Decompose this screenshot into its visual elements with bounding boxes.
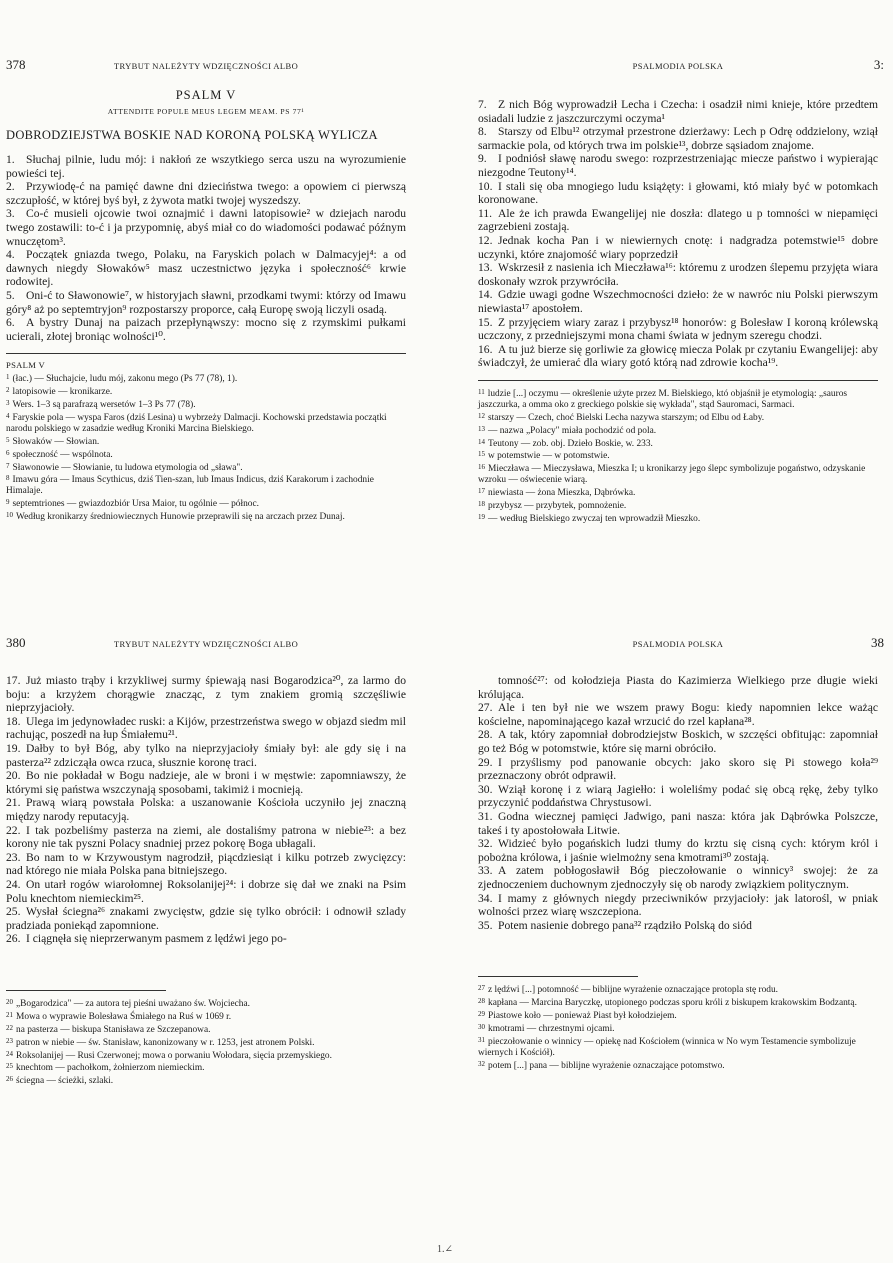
footnote-number: 7 bbox=[6, 461, 10, 470]
page-379 bbox=[478, 57, 884, 620]
footnote-number: 21 bbox=[6, 1010, 13, 1019]
footnote-text: w potemstwie — w potomstwie. bbox=[488, 451, 610, 462]
footnote-number: 28 bbox=[478, 997, 485, 1006]
verse-number: 34. bbox=[478, 891, 493, 905]
footnote-text: patron w niebie — św. Stanisław, kanonizowany w r. 1253, jest atronem Polski. bbox=[16, 1037, 315, 1048]
footnote-list bbox=[478, 983, 878, 1071]
running-title: TRYBUT NALEŻYTY WDZIĘCZNOŚCI ALBO bbox=[113, 639, 299, 649]
footnote bbox=[6, 1010, 406, 1023]
footnote-text: — nazwa „Polacy" miała pochodzić od pola. bbox=[488, 425, 657, 436]
verse bbox=[478, 98, 878, 125]
footnote bbox=[478, 983, 878, 996]
footnote-list bbox=[478, 387, 878, 525]
verse bbox=[6, 289, 406, 316]
verse bbox=[478, 810, 878, 837]
verse bbox=[478, 207, 878, 234]
footnote-text: Roksolanijej — Rusi Czerwonej; mowa o porwaniu Wołodara, sięcia przemyskiego. bbox=[16, 1050, 332, 1061]
footnote bbox=[6, 1074, 406, 1087]
page-number: 38 bbox=[871, 635, 884, 650]
verse-text: Ulega im jedynowładec ruski: a Kijów, przestrzeństwa swego w objazd siedm mil rachując, poszedł na łup Śmiałemu²¹. bbox=[6, 714, 406, 742]
footnote bbox=[478, 1009, 878, 1022]
verse-text: Ale i ten był nie we wszem prawy Bogu: kiedy napomnien lekce ważąc kościelne, napominającego kazał wrzucić do rzel kapłana²⁸. bbox=[478, 701, 878, 728]
verse-number: 25. bbox=[6, 905, 21, 919]
verse-text: A zatem pobłogosławił Bóg pieczołowanie o winnicy³ swojej: że za zjednoczeniem duchownym zjednoczyły się ob narody związkiem politycznym. bbox=[478, 864, 878, 891]
verse-text: Widzieć było pogańskich ludzi tłumy do krztu się cisną cych: którym król i pobożna królowa, i jaśnie wielmożny sena kmotrami³⁰ zostają. bbox=[478, 837, 878, 864]
footnote-text: septemtriones — gwiazdozbiór Ursa Maior, tu ogólnie — północ. bbox=[12, 499, 259, 510]
footnote-number: 31 bbox=[478, 1035, 485, 1044]
verse-number: 28. bbox=[478, 728, 493, 742]
footnote bbox=[478, 499, 878, 512]
verse-text: A tak, który zapomniał dobrodziejstw Boskich, w szczęści obfitując: zapomniał go też Bóg w potomstwie, które się marni obróciło. bbox=[478, 728, 878, 755]
page-header bbox=[478, 635, 884, 656]
verse-number: 17. bbox=[6, 674, 21, 687]
epigraph: ATTENDITE POPULE MEUS LEGEM MEAM. PS 77¹ bbox=[107, 107, 305, 116]
footnote-number: 30 bbox=[478, 1023, 485, 1031]
verse bbox=[6, 153, 406, 180]
verse-text: Słuchaj pilnie, ludu mój: i nakłoń ze wszytkiego serca uszu na wyrozumienie powieści tej. bbox=[6, 153, 406, 180]
verse-list bbox=[478, 98, 878, 370]
footnote-number: 17 bbox=[478, 487, 485, 496]
footnote-number: 18 bbox=[478, 500, 485, 509]
footnote-text: Według kronikarzy średniowiecznych Hunowie przeprawili się na arczach przez Dunaj. bbox=[16, 512, 345, 523]
verse-number: 33. bbox=[478, 864, 493, 878]
verse-text: Oni-ć to Sławonowie⁷, w historyjach sławni, przodkami twymi: którzy od Imawu góry⁸ aż po septemtryjon⁹ rozpostarszy proporce, całą Europę swoją liczyli osadą. bbox=[6, 288, 406, 316]
verse-text: Godna wiecznej pamięci Jadwigo, pani nasza: która jak Dąbrówka Polszcze, takeś i ty apostołowała Litwie. bbox=[478, 809, 878, 837]
verse bbox=[478, 674, 878, 701]
verse-text: I stali się oba mnogiego ludu książęty: i głowami, któ miały być w potomkach koronowane. bbox=[478, 179, 878, 207]
verse bbox=[478, 783, 878, 810]
verse-number: 20. bbox=[6, 769, 21, 783]
footnotes-heading: PSALM V bbox=[6, 360, 45, 371]
footnote bbox=[478, 486, 878, 499]
verse bbox=[478, 316, 878, 343]
footnote-number: 22 bbox=[6, 1023, 13, 1032]
verse-number: 22. bbox=[6, 823, 21, 837]
footnote bbox=[478, 462, 878, 486]
verse-text: Ale że ich prawda Ewangelijej nie doszła: dlatego u p tomności w niepamięci zagrzebieni zostają. bbox=[478, 206, 878, 234]
verse-number: 19. bbox=[6, 741, 21, 755]
verse-number: 18. bbox=[6, 714, 21, 728]
footnote bbox=[6, 1061, 406, 1074]
verse-text: A bystry Dunaj na paizach przepłynąwszy: mocno się z rzymskimi pułkami ucierali, złotej broniąc wolności¹⁰. bbox=[6, 316, 406, 343]
verse-text: tomność²⁷: od kołodzieja Piasta do Kazimierza Wielkiego prze długie wieki królująca. bbox=[478, 674, 878, 701]
psalm-title: PSALM V bbox=[175, 88, 237, 102]
verse-number: 29. bbox=[478, 755, 493, 769]
page-header bbox=[6, 635, 406, 656]
footnote-number: 20 bbox=[6, 997, 13, 1006]
footnote bbox=[478, 1022, 878, 1035]
footnote-number: 6 bbox=[6, 448, 10, 457]
footnote-number: 19 bbox=[478, 512, 485, 521]
page-number: 378 bbox=[6, 57, 26, 72]
footnote bbox=[478, 387, 878, 411]
verse bbox=[6, 316, 406, 343]
verse-text: Potem nasienie dobrego pana³² rządziło Polską do siód bbox=[498, 918, 752, 932]
footnote-text: latopisowie — kronikarze. bbox=[12, 387, 113, 398]
footnote bbox=[6, 997, 406, 1010]
footnote-number: 32 bbox=[478, 1059, 485, 1068]
verse-number: 16. bbox=[478, 342, 493, 356]
footnote-text: ściegna — ścieżki, szlaki. bbox=[16, 1076, 114, 1087]
verse-number: 10. bbox=[478, 179, 493, 193]
footnote bbox=[478, 996, 878, 1009]
verse bbox=[478, 343, 878, 370]
footnote-divider bbox=[6, 990, 166, 991]
verse-text: Przywiodę-ć na pamięć dawne dni dzieciństwa twego: a opowiem ci pierwszą szczupłość, w której byś był, z żywota matki twojej wyszedszy. bbox=[6, 180, 406, 207]
footnote-divider bbox=[478, 976, 638, 977]
verse bbox=[478, 756, 878, 783]
verse-text: Bo nam to w Krzywoustym nagrodził, piącdziesiąt i kilku potrzeb zwycięzcy: nad którego nie miała Polska pana bitniejszego. bbox=[6, 850, 406, 878]
verse-number: 5. bbox=[6, 288, 15, 302]
psalm-subtitle: DOBRODZIEJSTWA BOSKIE NAD KORONĄ POLSKĄ WYLICZA bbox=[6, 128, 378, 142]
verse bbox=[6, 674, 406, 715]
verse-text: I mamy z głównych niegdy przeciwników przyjacioły: jak latorośl, w pniak wolności przez wiarę wszczepiona. bbox=[478, 891, 878, 919]
footnote-number: 11 bbox=[478, 387, 485, 396]
footnote bbox=[478, 512, 878, 525]
footnote-text: knechtom — pachołkom, żołnierzom niemieckim. bbox=[16, 1063, 205, 1074]
footnote-number: 26 bbox=[6, 1075, 13, 1084]
footnote-text: Imawu góra — Imaus Scythicus, dziś Tien-szan, lub Imaus Indicus, dziś Karakorum i zachodnie Himalaje. bbox=[6, 475, 374, 497]
verse bbox=[6, 769, 406, 796]
footnote-text: z lędźwi [...] potomność — biblijne wyrażenie oznaczające protopla stę rodu. bbox=[488, 985, 778, 996]
verse-text: Dałby to był Bóg, aby tylko na nieprzyjacioły śmiały był: ale gdy się i na pasterza²² zdzicząła owca rzuca, słusznie koronę traci. bbox=[6, 741, 406, 769]
footnote-text: kmotrami — chrzestnymi ojcami. bbox=[488, 1024, 615, 1034]
verse-number: 27. bbox=[478, 701, 493, 715]
verse-text: Co-ć musieli ojcowie twoi oznajmić i dawni latopisowie² w dziejach narodu twego zostawili: to-ć i ja przypomnię, abyś miał co do wiadomości podawać późnym wnuczętom³. bbox=[6, 207, 406, 248]
verse-text: On utarł rogów wiarołomnej Roksolanijej²⁴: i dobrze się dał we znaki na Psim Polu knechtom niemieckim²⁵. bbox=[6, 877, 406, 905]
scan-mark: 1.∠ bbox=[437, 1244, 453, 1255]
footnote-text: niewiasta — żona Mieszka, Dąbrówka. bbox=[488, 488, 636, 499]
verse bbox=[6, 878, 406, 905]
footnote-number: 9 bbox=[6, 498, 10, 507]
footnote-number: 27 bbox=[478, 984, 485, 993]
footnote bbox=[6, 411, 406, 435]
footnote-text: ludzie [...] oczymu — określenie użyte przez M. Bielskiego, któ objaśnił je etymologią: „sauros jaszczurka, a omma oko z greckiego polskie się wykłada", stąd Sauromaci, Sarmaci. bbox=[478, 388, 848, 410]
verse bbox=[478, 125, 878, 152]
verse bbox=[6, 824, 406, 851]
running-title: PSALMODIA POLSKA bbox=[632, 639, 724, 649]
footnote bbox=[6, 1023, 406, 1036]
footnote-divider bbox=[6, 353, 406, 354]
verse-number: 23. bbox=[6, 850, 21, 864]
verse-number: 7. bbox=[478, 98, 487, 111]
footnote-number: 3 bbox=[6, 399, 10, 408]
footnote-number: 29 bbox=[478, 1010, 485, 1019]
verse bbox=[6, 932, 406, 946]
verse-text: Prawą wiarą powstała Polska: a uszanowanie Kościoła uczyniło jej znaczną między narody reputacyją. bbox=[6, 796, 406, 823]
footnote bbox=[478, 1035, 878, 1059]
footnote-number: 5 bbox=[6, 435, 10, 444]
verse-number: 14. bbox=[478, 288, 493, 302]
footnote-text: (łac.) — Słuchajcie, ludu mój, zakonu mego (Ps 77 (78), 1). bbox=[12, 374, 238, 385]
footnote-text: Teutony — zob. obj. Dzieło Boskie, w. 233. bbox=[488, 438, 653, 449]
verse-text: Wskrzesił z nasienia ich Mieczława¹⁶: któremu z urodzen ślepemu przyjęta wiara doskonały wzrok przywróciła. bbox=[478, 261, 878, 288]
footnote bbox=[6, 510, 406, 523]
verse bbox=[6, 207, 406, 248]
verse-number: 2. bbox=[6, 180, 15, 194]
footnote bbox=[6, 372, 406, 385]
page-number: 380 bbox=[6, 635, 26, 650]
footnote bbox=[478, 1059, 878, 1072]
footnote-text: kapłana — Marcina Baryczkę, utopionego podczas sporu króli z biskupem krakowskim Bodzantą. bbox=[488, 998, 857, 1009]
verse-number: 26. bbox=[6, 932, 21, 946]
footnote-text: Mowa o wyprawie Bolesława Śmiałego na Ruś w 1069 r. bbox=[16, 1011, 232, 1022]
footnote-number: 12 bbox=[478, 411, 485, 420]
verse bbox=[478, 728, 878, 755]
verse-text: Z przyjęciem wiary zaraz i przybysz¹⁸ honorów: g Bolesław I koroną królewską uczczony, z przedniejszymi mona chami świata w jednym szeregu chodzi. bbox=[478, 315, 878, 343]
verse-list bbox=[6, 674, 406, 946]
verse bbox=[6, 248, 406, 289]
verse-text: Wziął koronę i z wiarą Jagiełło: i woleliśmy podać się obcą rękę, żeby tylko przyczynić poddaństwa Chrystusowi. bbox=[478, 782, 878, 810]
footnote-text: Wers. 1–3 są parafrazą wersetów 1–3 Ps 77 (78). bbox=[12, 400, 196, 411]
footnote-text: potem [...] pana — biblijne wyrażenie oznaczające potomstwo. bbox=[488, 1060, 725, 1071]
verse-text: Starszy od Elbu¹² otrzymał przestrone dzierżawy: Lech p Odrę oddzielony, wziął sarmackie pola, od których trwa im polskie¹³, dobrze sąsiadom znajome. bbox=[478, 125, 878, 152]
verse-number: 35. bbox=[478, 918, 493, 932]
verse-number: 12. bbox=[478, 233, 493, 247]
footnote-number: 15 bbox=[478, 450, 485, 459]
verse bbox=[6, 742, 406, 769]
verse-text: Jednak kocha Pan i w niewiernych cnotę: i nadgradza potemstwie¹⁵ dobre uczynki, które znajomość wiary poprzedził bbox=[478, 233, 878, 261]
footnote-text: Faryskie pola — wyspa Faros (dziś Lesina) u wybrzeży Dalmacji. Kochowski przedstawia początki narodu polskiego w zasadzie według Kroniki Marcina Bielskiego. bbox=[6, 412, 387, 434]
running-title: TRYBUT NALEŻYTY WDZIĘCZNOŚCI ALBO bbox=[113, 61, 299, 71]
footnote-text: Słowaków — Słowian. bbox=[12, 436, 100, 447]
page-number: 3: bbox=[873, 57, 884, 72]
footnote-number: 10 bbox=[6, 511, 13, 520]
verse bbox=[6, 851, 406, 878]
verse-number: 15. bbox=[478, 315, 493, 329]
verse bbox=[6, 905, 406, 932]
verse-number: 8. bbox=[478, 125, 487, 139]
footnote-text: Piastowe koło — ponieważ Piast był kołodziejem. bbox=[488, 1011, 677, 1022]
footnote-text: „Bogarodzica" — za autora tej pieśni uważano św. Wojciecha. bbox=[16, 998, 250, 1009]
verse-number: 32. bbox=[478, 837, 493, 851]
footnote bbox=[6, 385, 406, 398]
verse-text: Początek gniazda twego, Polaku, na Faryskich polach w Dalmacyjej⁴: a od dawnych niegdy Słowaków⁵ masz uczestnictwo języka i społeczność⁶ krwie rodowitej. bbox=[6, 248, 406, 289]
page-380 bbox=[6, 635, 406, 1238]
verse bbox=[6, 180, 406, 207]
verse-number: 11. bbox=[478, 206, 493, 220]
verse bbox=[478, 261, 878, 288]
verse-text: Gdzie uwagi godne Wszechmocności dzieło: że w nawróc niu Polski pierwszym niewiasta¹⁷ apostołem. bbox=[478, 288, 878, 315]
verse bbox=[478, 288, 878, 315]
verse-text: Wysłał ściegna²⁶ znakami zwycięstw, gdzie się tylko obrócił: i odnowił szlady pradziada poniekąd zapomnione. bbox=[6, 905, 406, 932]
footnote bbox=[6, 1036, 406, 1049]
footnote-number: 13 bbox=[478, 424, 485, 433]
footnote bbox=[478, 411, 878, 424]
footnote-number: 4 bbox=[6, 411, 10, 420]
verse-text: Już miasto trąby i krzykliwej surmy śpiewają nasi Bogarodzica²⁰, za larmo do boju: a krzyżem chorągwie znacząc, z tym znakiem gromią szczęśliwie nieprzyjacioły. bbox=[6, 674, 406, 715]
page-header bbox=[6, 57, 406, 78]
footnote-number: 25 bbox=[6, 1062, 13, 1071]
page-378 bbox=[6, 57, 406, 620]
running-title: PSALMODIA POLSKA bbox=[632, 61, 724, 71]
footnote bbox=[6, 398, 406, 411]
verse bbox=[6, 796, 406, 823]
verse-number: 13. bbox=[478, 261, 493, 275]
footnote-text: na pasterza — biskupa Stanisława ze Szczepanowa. bbox=[16, 1024, 211, 1035]
footnote bbox=[6, 435, 406, 448]
verse-text: I ciągnęła się nieprzerwanym pasmem z lędźwi jego po- bbox=[26, 932, 287, 946]
footnote-divider bbox=[478, 380, 878, 381]
footnote-text: pieczołowanie o winnicy — opiekę nad Kościołem (winnica w No wym Testamencie symbolizuje wiernych i Kościół). bbox=[478, 1036, 856, 1058]
verse-text: I tak pozbeliśmy pasterza na ziemi, ale dostaliśmy patrona w niebie²³: a bez korony nie tak pyszni Polacy snadniej przez pokorę Boga ubłagali. bbox=[6, 823, 406, 851]
footnote-list bbox=[6, 997, 406, 1087]
footnote-text: starszy — Czech, choć Bielski Lecha nazywa starszym; od Elbu od Łaby. bbox=[488, 412, 765, 423]
verse bbox=[478, 892, 878, 919]
footnote-number: 23 bbox=[6, 1036, 13, 1045]
footnote-text: społeczność — wspólnota. bbox=[12, 449, 113, 460]
footnote-number: 14 bbox=[478, 437, 485, 446]
verse-text: Z nich Bóg wyprowadził Lecha i Czecha: i osadził nimi knieje, które przedtem osiadali ludzie z jaszczurczymi oczyma¹ bbox=[478, 98, 878, 125]
footnote bbox=[6, 448, 406, 461]
verse-number: 30. bbox=[478, 782, 493, 796]
footnote-number: 1 bbox=[6, 373, 10, 382]
verse-number: 9. bbox=[478, 152, 487, 166]
footnote-text: przybysz — przybytek, pomnożenie. bbox=[488, 501, 627, 512]
verse bbox=[478, 919, 878, 933]
verse-number: 6. bbox=[6, 316, 15, 330]
verse bbox=[478, 701, 878, 728]
footnote-list bbox=[6, 360, 406, 523]
verse bbox=[478, 152, 878, 179]
footnote bbox=[6, 461, 406, 474]
verse-text: A tu już bierze się gorliwie za głowicę miecza Polak pr czytaniu Ewangelijej: aby świadczył, że umierać dla wiary gotó którą nad zdrowie kocha¹⁹. bbox=[478, 342, 878, 370]
footnote bbox=[6, 497, 406, 510]
verse-number: 1. bbox=[6, 153, 15, 166]
footnote bbox=[478, 449, 878, 462]
verse-number: 21. bbox=[6, 796, 21, 810]
verse bbox=[6, 715, 406, 742]
verse-text: Bo nie pokładał w Bogu nadzieje, ale w broni i w męstwie: zapomniawszy, że którymi się państwa wszczynają sposobami, takimiż i mocnieją. bbox=[6, 769, 406, 796]
verse bbox=[478, 180, 878, 207]
verse-number: 4. bbox=[6, 248, 15, 262]
verse-text: I przyślismy pod panowanie obcych: jako skoro się Pi stowego koła²⁹ przeznaczony obrót odprawił. bbox=[478, 755, 878, 783]
footnote bbox=[478, 437, 878, 450]
verse-number: 31. bbox=[478, 809, 493, 823]
footnote-number: 16 bbox=[478, 463, 485, 472]
footnote bbox=[478, 424, 878, 437]
verse bbox=[478, 837, 878, 864]
page-header bbox=[478, 57, 884, 78]
page-381 bbox=[478, 635, 884, 1238]
verse-number: 24. bbox=[6, 877, 21, 891]
verse-text: I podniósł sławę narodu swego: rozprzestrzeniając miecze państwo i wypierając niezgodne Teutony¹⁴. bbox=[478, 152, 878, 179]
footnote-number: 8 bbox=[6, 474, 10, 483]
footnote-number: 24 bbox=[6, 1049, 13, 1058]
verse-list bbox=[478, 674, 878, 932]
verse bbox=[478, 864, 878, 891]
footnote-text: Mieczława — Mieczysława, Mieszka I; u kronikarzy jego ślepc symbolizuje pogaństwo, odzyskanie wzroku — oświecenie wiarą. bbox=[478, 464, 866, 486]
footnote-text: — według Bielskiego zwyczaj ten wprowadził Mieszko. bbox=[488, 513, 701, 524]
footnote bbox=[6, 1049, 406, 1062]
verse-list bbox=[6, 153, 406, 343]
verse-number: 3. bbox=[6, 207, 15, 221]
footnote-text: Sławonowie — Słowianie, tu ludowa etymologia od „sława". bbox=[12, 462, 243, 473]
verse bbox=[478, 234, 878, 261]
footnote bbox=[6, 473, 406, 497]
footnote-number: 2 bbox=[6, 386, 10, 395]
